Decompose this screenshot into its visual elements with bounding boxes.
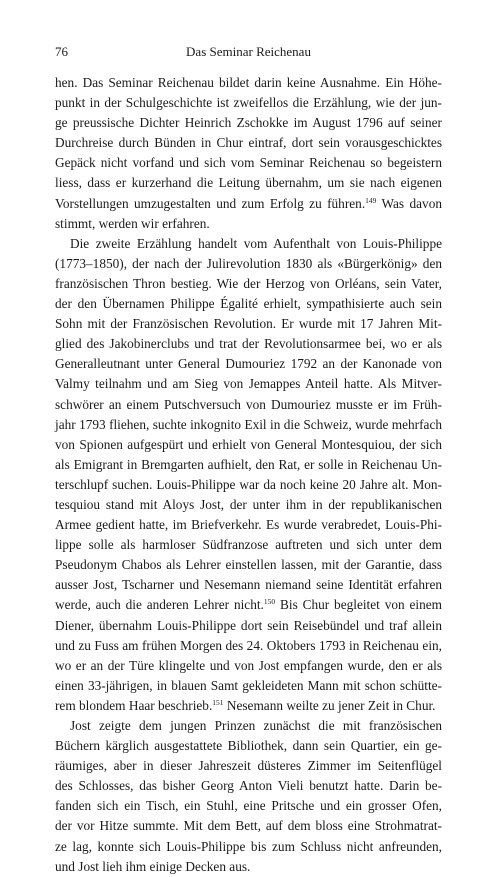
line-text: Armee gedient hatte, im Briefverkehr. Es wurde verabredet, Louis-Phi- [55, 517, 442, 533]
line-text: Jost zeigte dem jungen Prinzen zunächst die mit französischen [70, 718, 442, 733]
text-line [55, 736, 442, 756]
text-line [55, 495, 442, 515]
text-line [55, 636, 442, 656]
text-line [55, 796, 442, 816]
text-line [55, 837, 442, 857]
line-text: und zu Fuss am frühen Morgen des 24. Oktobers 1793 in Reichenau ein, [55, 637, 442, 653]
line-text: hen. Das Seminar Reichenau bildet darin keine Ausnahme. Ein Höhe- [55, 75, 442, 90]
text-line [55, 455, 442, 475]
text-line [55, 274, 442, 294]
text-line [55, 716, 442, 736]
footnote-ref: 149 [365, 195, 377, 205]
text-line [55, 756, 442, 776]
line-text: fanden sich ein Tisch, ein Stuhl, eine Pritsche und ein grosser Ofen, [55, 798, 442, 814]
line-text: (1773–1850), der nach der Julirevolution 1830 als «Bürgerkönig» den [55, 255, 442, 271]
line-text: Gepäck nicht vorfand und sich vom Seminar Reichenau so begeistern [55, 155, 442, 171]
text-line [55, 555, 442, 575]
text-line [55, 194, 442, 214]
line-text: Sohn mit der Französischen Revolution. Er wurde mit 17 Jahren Mit- [55, 316, 442, 332]
line-text: terschlupf suchen. Louis-Philippe war da noch keine 20 Jahre alt. Mon- [55, 476, 442, 492]
text-line [55, 575, 442, 595]
paragraph [55, 73, 442, 234]
text-line [55, 616, 442, 636]
text-line [55, 254, 442, 274]
line-text: jahr 1793 fliehen, suchte inkognito Exil in die Schweiz, wurde mehrfach [55, 416, 442, 432]
line-text: punkt in der Schulgeschichte ist zweifellos die Erzählung, wie der jun- [55, 95, 442, 111]
line-text: Die zweite Erzählung handelt vom Aufenthalt von Louis-Philippe [70, 235, 442, 251]
text-line [55, 153, 442, 173]
line-text: Büchern kärglich ausgestattete Bibliothek, dann sein Quartier, ein ge- [55, 738, 442, 754]
text-line [55, 334, 442, 354]
text-line [55, 415, 442, 435]
line-text: Valmy teilnahm und am Sieg von Jemappes Anteil hatte. Als Mitver- [55, 376, 442, 392]
line-text: der vor Hitze summte. Mit dem Bett, auf dem bloss eine Strohmatrat- [55, 818, 442, 834]
line-text: Nesemann weilte zu jener Zeit in Chur. [223, 697, 436, 713]
text-line [55, 395, 442, 415]
text-line [55, 214, 442, 234]
running-title: Das Seminar Reichenau [186, 44, 311, 59]
text-line [55, 857, 442, 877]
text-line [55, 173, 442, 193]
line-text: ze lag, konnte sich Louis-Philippe bis zum Schluss nicht anfreunden, [55, 838, 442, 854]
line-text: Generalleutnant unter General Dumouriez 1792 an der Kanonade von [55, 356, 442, 372]
text-line [55, 595, 442, 615]
text-line [55, 234, 442, 254]
paragraph [55, 716, 442, 877]
line-text: Vorstellungen umzugestalten und zum Erfolg zu führen. [55, 195, 366, 211]
footnote-ref: 151 [212, 697, 224, 707]
text-line [55, 435, 442, 455]
text-line [55, 816, 442, 836]
page-header [55, 44, 442, 62]
text-line [55, 535, 442, 555]
page-number: 76 [55, 44, 68, 59]
line-text: und Jost lieh ihm einige Decken aus. [55, 858, 251, 874]
line-text: lippe solle als harmloser Südfranzose auftreten und sich unter dem [55, 537, 442, 553]
text-line [55, 374, 442, 394]
line-text: rem blondem Haar beschrieb. [55, 697, 213, 713]
paragraph [55, 234, 442, 716]
text-line [55, 314, 442, 334]
text-line [55, 113, 442, 133]
line-text: glied des Jakobinerclubs und trat der Revolutionsarmee bei, wo er als [55, 336, 442, 352]
line-text: stimmt, werden wir erfahren. [55, 215, 210, 231]
text-line [55, 515, 442, 535]
footnote-ref: 150 [263, 597, 276, 607]
text-line [55, 696, 442, 716]
line-text: von Spionen aufgespürt und erhielt von General Montesquiou, der sich [55, 436, 442, 452]
text-line [55, 676, 442, 696]
line-text: der den Übernamen Philippe Égalité erhielt, sympathisierte auch sein [55, 296, 442, 312]
line-text: einen 33-jährigen, in blauen Samt gekleideten Mann mit schon schütte- [55, 677, 442, 693]
text-line [55, 133, 442, 153]
line-text: werde, auch die anderen Lehrer nicht. [55, 597, 264, 613]
line-text: liess, dass er kurzerhand die Leitung übernahm, um sie nach eigenen [55, 175, 442, 191]
line-text: ausser Jost, Tscharner und Nesemann niemand seine Identität erfahren [55, 577, 442, 593]
line-text: Diener, übernahm Louis-Philippe dort sein Reisebündel und traf allein [55, 617, 442, 633]
text-line [55, 776, 442, 796]
line-text: Durchreise durch Bünden in Chur eintraf, dort sein vorausgeschicktes [55, 135, 442, 151]
line-text: tesquiou stand mit Aloys Jost, der unter ihm in der republikanischen [55, 496, 442, 512]
line-text: Bis Chur begleitet von einem [275, 597, 442, 613]
text-line [55, 93, 442, 113]
line-text: ge preussische Dichter Heinrich Zschokke im August 1796 auf seiner [55, 115, 442, 131]
line-text: räumiges, aber in dieser Jahreszeit düsteres Zimmer im Seitenflügel [55, 758, 442, 774]
text-line [55, 656, 442, 676]
line-text: Was davon [376, 195, 442, 211]
line-text: des Schlosses, das bisher Georg Anton Vieli benutzt hatte. Darin be- [55, 778, 442, 794]
line-text: wo er an der Türe klingelte und von Jost empfangen wurde, den er als [55, 657, 442, 673]
text-line [55, 294, 442, 314]
line-text: als Emigrant in Bremgarten aufhielt, den Rat, er solle in Reichenau Un- [55, 456, 442, 472]
line-text: französischen Thron bestieg. Wie der Herzog von Orléans, sein Vater, [55, 275, 442, 291]
body-text [55, 73, 442, 877]
line-text: Pseudonym Chabos als Lehrer einstellen lassen, mit der Garantie, dass [55, 557, 442, 573]
text-line [55, 73, 442, 93]
text-line [55, 354, 442, 374]
line-text: schwörer an einem Putschversuch von Dumouriez musste er im Früh- [55, 396, 442, 412]
text-line [55, 475, 442, 495]
